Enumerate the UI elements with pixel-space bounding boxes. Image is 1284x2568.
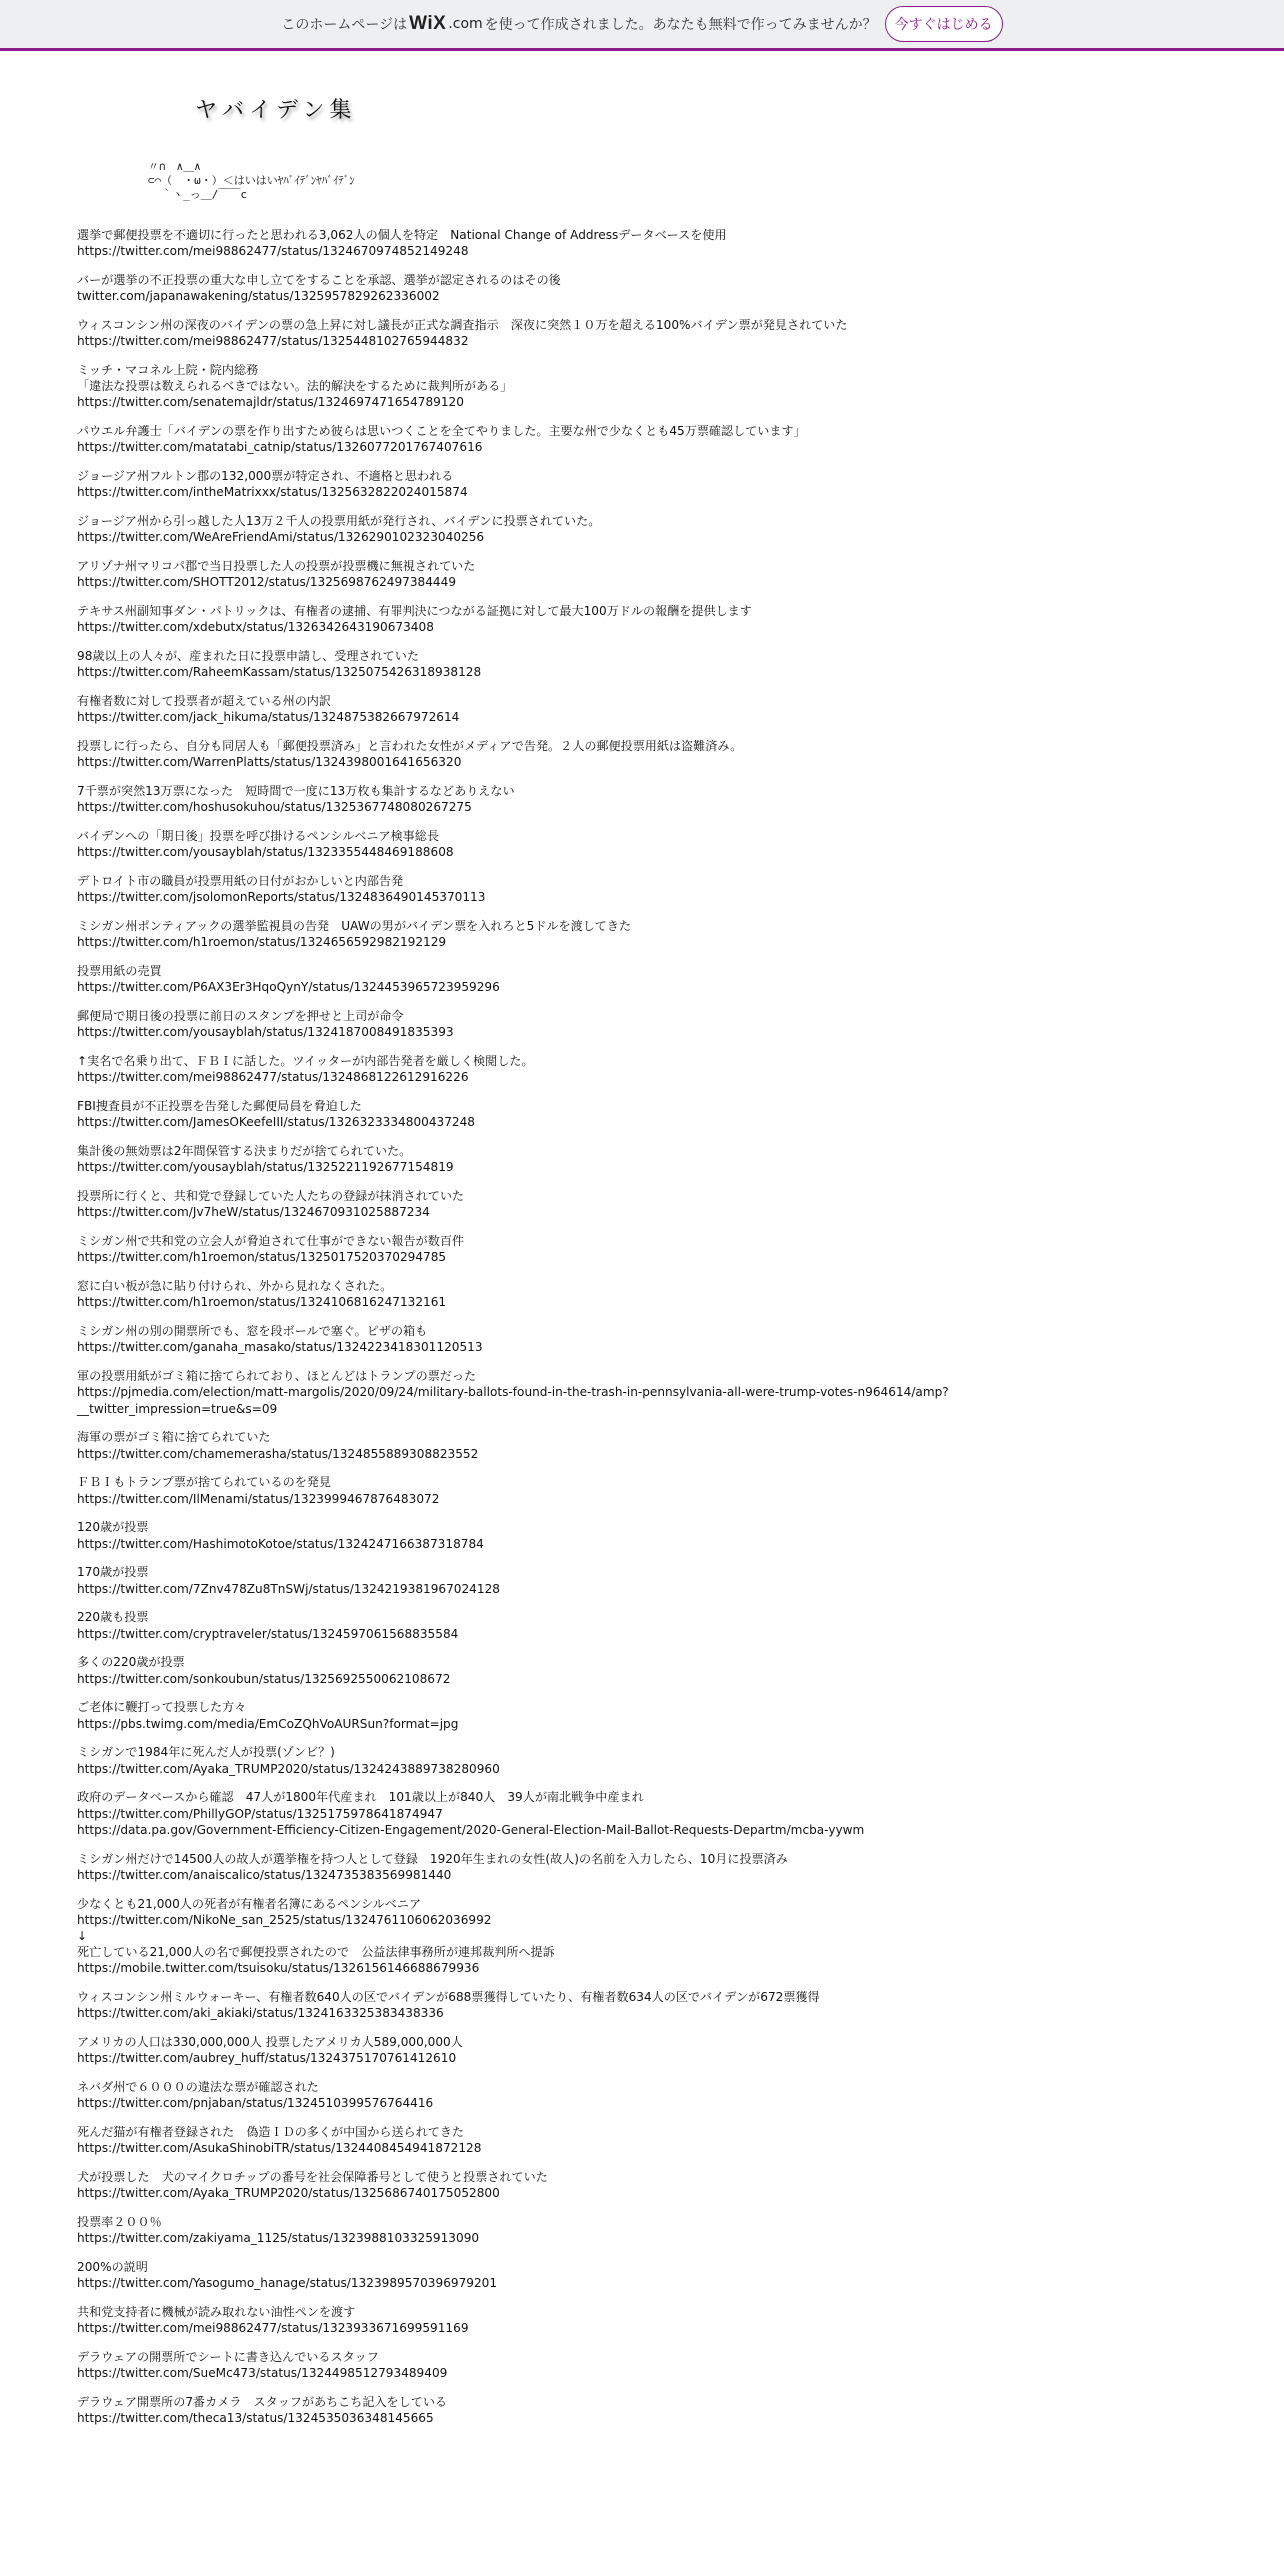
entry-text: 政府のデータベースから確認 47人が1800年代産まれ 101歳以上が840人 39人が南北戦争中産まれ	[77, 1790, 644, 1805]
list-item	[77, 1278, 1227, 1310]
entry-text: 集計後の無効票は2年間保管する決まりだが捨てられていた。	[77, 1144, 412, 1159]
list-item	[77, 963, 1227, 995]
entry-link[interactable]: https://twitter.com/NikoNe_san_2525/status/1324761106062036992	[77, 1912, 492, 1927]
entry-link[interactable]: https://twitter.com/yousayblah/status/1323355448469188608	[77, 845, 454, 860]
list-item	[77, 2304, 1227, 2336]
entry-link[interactable]: https://twitter.com/h1roemon/status/1325017520370294785	[77, 1250, 447, 1265]
entry-link[interactable]: https://twitter.com/senatemajldr/status/1324697471654789120	[77, 395, 464, 410]
entry-text: 200%の説明	[77, 2260, 148, 2275]
entry-link[interactable]: https://twitter.com/jsolomonReports/status/1324836490145370113	[77, 890, 486, 905]
list-item	[77, 1744, 1227, 1776]
entry-text: 「違法な投票は数えられるべきではない。法的解決をするために裁判所がある」	[77, 379, 513, 394]
entry-text: 投票所に行くと、共和党で登録していた人たちの登録が抹消されていた	[77, 1189, 465, 1204]
entry-text: 220歳も投票	[77, 1610, 149, 1625]
entry-link[interactable]: https://twitter.com/intheMatrixxx/status/1325632822024015874	[77, 485, 468, 500]
list-item	[77, 2394, 1227, 2426]
list-item	[77, 1851, 1227, 1883]
entry-link[interactable]: https://twitter.com/matatabi_catnip/status/1326077201767407616	[77, 440, 483, 455]
entry-link[interactable]: https://twitter.com/sonkoubun/status/1325692550062108672	[77, 1671, 451, 1686]
wix-logo-suffix: .com	[448, 16, 483, 32]
entry-text: デラウェア開票所の7番カメラ スタッフがあちこち記入をしている	[77, 2395, 448, 2410]
entry-text: ミシガンで1984年に死んだ人が投票(ゾンビ？)	[77, 1745, 335, 1760]
entry-text: 選挙で郵便投票を不適切に行ったと思われる3,062人の個人を特定 National Change of Addressデータベースを使用	[77, 228, 727, 242]
start-now-button[interactable]: 今すぐはじめる	[885, 6, 1003, 42]
entry-text: FBI捜査員が不正投票を告発した郵便局員を脅迫した	[77, 1099, 362, 1114]
entry-link[interactable]: https://twitter.com/Yasogumo_hanage/status/1323989570396979201	[77, 2276, 498, 2291]
list-item	[77, 783, 1227, 815]
list-item	[77, 362, 1227, 411]
entry-link[interactable]: https://twitter.com/xdebutx/status/1326342643190673408	[77, 620, 434, 635]
entry-text: ジョージア州フルトン郡の132,000票が特定され、不適格と思われる	[77, 469, 454, 484]
entry-text: 投票率２００％	[77, 2215, 162, 2230]
entry-link[interactable]: https://twitter.com/7Znv478Zu8TnSWj/status/1324219381967024128	[77, 1581, 500, 1596]
entry-text: ご老体に鞭打って投票した方々	[77, 1700, 247, 1715]
entry-list	[77, 227, 1227, 2439]
entry-text: 少なくとも21,000人の死者が有権者名簿にあるペンシルベニア	[77, 1896, 422, 1911]
list-item	[77, 1474, 1227, 1506]
entry-link[interactable]: https://twitter.com/ganaha_masako/status/1324223418301120513	[77, 1340, 483, 1355]
entry-link[interactable]: https://twitter.com/aubrey_huff/status/1324375170761412610	[77, 2051, 457, 2066]
list-item	[77, 468, 1227, 500]
list-item	[77, 2259, 1227, 2291]
list-item	[77, 1188, 1227, 1220]
list-item	[77, 1008, 1227, 1040]
list-item	[77, 1098, 1227, 1130]
entry-link[interactable]: https://twitter.com/WeAreFriendAmi/status/1326290102323040256	[77, 530, 485, 545]
entry-text: 共和党支持者に機械が読み取れない油性ペンを渡す	[77, 2305, 356, 2320]
list-item	[77, 2124, 1227, 2156]
list-item	[77, 1323, 1227, 1355]
entry-text: ネバダ州で６０００の違法な票が確認された	[77, 2080, 319, 2095]
entry-link[interactable]: https://twitter.com/mei98862477/status/1324670974852149248	[77, 244, 469, 259]
entry-text: ミシガン州ポンティアックの選挙監視員の告発 UAWの男がバイデン票を入れろと5ドルを渡してきた	[77, 919, 632, 934]
entry-link[interactable]: https://twitter.com/chamemerasha/status/1324855889308823552	[77, 1446, 479, 1461]
ascii-art: 〃∩ ∧＿∧ ⊂⌒（ ・ω・）＜はいはいﾔﾊﾞｲﾃﾞﾝﾔﾊﾞｲﾃﾞﾝ ｀ヽ_っ＿/￣￣c	[147, 160, 355, 201]
entry-link[interactable]: https://twitter.com/h1roemon/status/1324106816247132161	[77, 1295, 447, 1310]
entry-text: バーが選挙の不正投票の重大な申し立てをすることを承認、選挙が認定されるのはその後	[77, 273, 561, 287]
entry-text: バイデンへの「期日後」投票を呼び掛けるペンシルベニア検事総長	[77, 829, 439, 844]
entry-text: 軍の投票用紙がゴミ箱に捨てられており、ほとんどはトランプの票だった	[77, 1369, 477, 1384]
entry-link[interactable]: https://twitter.com/zakiyama_1125/status/1323988103325913090	[77, 2231, 480, 2246]
entry-link[interactable]: https://twitter.com/yousayblah/status/1324187008491835393	[77, 1025, 454, 1040]
entry-text: 窓に白い板が急に貼り付けられ、外から見れなくされた。	[77, 1279, 393, 1294]
list-item	[77, 227, 1227, 259]
entry-text: 投票用紙の売買	[77, 964, 162, 979]
entry-text: ↓	[77, 1929, 88, 1944]
entry-link[interactable]: https://twitter.com/jack_hikuma/status/1324875382667972614	[77, 710, 460, 725]
entry-text: 郵便局で期日後の投票に前日のスタンプを押せと上司が命令	[77, 1009, 404, 1024]
entry-link[interactable]: https://twitter.com/mei98862477/status/1325448102765944832	[77, 334, 469, 349]
list-item	[77, 603, 1227, 635]
entry-link[interactable]: https://twitter.com/WarrenPlatts/status/1324398001641656320	[77, 755, 462, 770]
list-item	[77, 558, 1227, 590]
list-item	[77, 1989, 1227, 2021]
entry-text: ↑実名で名乗り出て、ＦＢＩに話した。ツイッターが内部告発者を厳しく検閲した。	[77, 1054, 534, 1069]
entry-text: 98歳以上の人々が、産まれた日に投票申請し、受理されていた	[77, 649, 419, 664]
list-item	[77, 1564, 1227, 1596]
entry-link[interactable]: https://mobile.twitter.com/tsuisoku/status/1326156146688679936	[77, 1961, 480, 1976]
list-item	[77, 828, 1227, 860]
entry-link[interactable]: __twitter_impression=true&s=09	[77, 1401, 278, 1416]
entry-link[interactable]: https://twitter.com/theca13/status/1324535036348145665	[77, 2411, 434, 2426]
entry-text: ウィスコンシン州の深夜のバイデンの票の急上昇に対し議長が正式な調査指示 深夜に突然１０万を超える100%バイデン票が発見されていた	[77, 318, 848, 332]
entry-link[interactable]: https://twitter.com/yousayblah/status/1325221192677154819	[77, 1160, 454, 1175]
list-item	[77, 918, 1227, 950]
list-item	[77, 873, 1227, 905]
page-title: ヤバイデン集	[195, 98, 357, 123]
list-item	[77, 423, 1227, 455]
entry-text: デトロイト市の職員が投票用紙の日付がおかしいと内部告発	[77, 874, 404, 889]
entry-link[interactable]: https://twitter.com/hoshusokuhou/status/1325367748080267275	[77, 800, 472, 815]
list-item	[77, 2034, 1227, 2066]
list-item	[77, 1609, 1227, 1641]
entry-link[interactable]: https://twitter.com/RaheemKassam/status/1325075426318938128	[77, 665, 482, 680]
entry-text: 犬が投票した 犬のマイクロチップの番号を社会保障番号として使うと投票されていた	[77, 2170, 548, 2185]
entry-text: ウィスコンシン州ミルウォーキー、有権者数640人の区でバイデンが688票獲得していたり、有権者数634人の区でバイデンが672票獲得	[77, 1990, 820, 2005]
list-item	[77, 1789, 1227, 1838]
list-item	[77, 1699, 1227, 1731]
entry-text: テキサス州副知事ダン・パトリックは、有権者の逮捕、有罪判決につながる証拠に対して最大100万ドルの報酬を提供します	[77, 604, 752, 619]
entry-link[interactable]: https://data.pa.gov/Government-Efficiency-Citizen-Engagement/2020-General-Election-Mail-Ballot-Requests-Departm/mcba-yywm	[77, 1822, 865, 1837]
entry-link[interactable]: https://twitter.com/PhillyGOP/status/1325175978641874947	[77, 1806, 443, 1821]
list-item	[77, 2349, 1227, 2381]
entry-link[interactable]: https://twitter.com/HashimotoKotoe/status/1324247166387318784	[77, 1536, 484, 1551]
entry-link[interactable]: https://twitter.com/anaiscalico/status/1324735383569981440	[77, 1867, 452, 1882]
list-item	[77, 2214, 1227, 2246]
entry-link[interactable]: https://twitter.com/h1roemon/status/1324656592982192129	[77, 935, 447, 950]
wix-logo[interactable]: WiX	[409, 13, 447, 34]
entry-text: アメリカの人口は330,000,000人 投票したアメリカ人589,000,000人	[77, 2035, 463, 2050]
list-item	[77, 2079, 1227, 2111]
entry-link[interactable]: https://twitter.com/aki_akiaki/status/1324163325383438336	[77, 2006, 444, 2021]
list-item	[77, 272, 1227, 304]
banner-text-after: を使って作成されました。あなたも無料で作ってみませんか？	[484, 17, 877, 33]
entry-text: パウエル弁護士「バイデンの票を作り出すため彼らは思いつくことを全てやりました。主要な州で少なくとも45万票確認しています」	[77, 424, 806, 439]
entry-link[interactable]: https://twitter.com/SueMc473/status/1324498512793489409	[77, 2366, 448, 2381]
banner-text-before: このホームページは	[281, 17, 408, 33]
entry-text: ミシガン州の別の開票所でも、窓を段ボールで塞ぐ。ピザの箱も	[77, 1324, 428, 1339]
entry-text: ミシガン州で共和党の立会人が脅迫されて仕事ができない報告が数百件	[77, 1234, 465, 1249]
list-item	[77, 1143, 1227, 1175]
list-item	[77, 738, 1227, 770]
entry-link[interactable]: https://pbs.twimg.com/media/EmCoZQhVoAURSun?format=jpg	[77, 1716, 459, 1731]
list-item	[77, 513, 1227, 545]
entry-text: デラウェアの開票所でシートに書き込んでいるスタッフ	[77, 2350, 379, 2365]
list-item	[77, 317, 1227, 349]
entry-text: 170歳が投票	[77, 1565, 149, 1580]
entry-link[interactable]: https://twitter.com/P6AX3Er3HqoQynY/status/1324453965723959296	[77, 980, 500, 995]
entry-link[interactable]: https://twitter.com/mei98862477/status/1323933671699591169	[77, 2321, 469, 2336]
entry-link[interactable]: https://twitter.com/Jv7heW/status/1324670931025887234	[77, 1205, 430, 1220]
entry-text: 120歳が投票	[77, 1520, 149, 1535]
entry-text: 死亡している21,000人の名で郵便投票されたので 公益法律事務所が連邦裁判所へ提訴	[77, 1945, 555, 1960]
list-item	[77, 1519, 1227, 1551]
entry-link[interactable]: https://twitter.com/Ayaka_TRUMP2020/status/1325686740175052800	[77, 2186, 500, 2201]
list-item	[77, 1896, 1227, 1977]
entry-link[interactable]: https://twitter.com/cryptraveler/status/1324597061568835584	[77, 1626, 459, 1641]
wix-promo-banner	[0, 0, 1284, 51]
entry-text: 多くの220歳が投票	[77, 1655, 185, 1670]
list-item	[77, 1654, 1227, 1686]
entry-text: 有権者数に対して投票者が超えている州の内訳	[77, 694, 331, 709]
list-item	[77, 1233, 1227, 1265]
entry-text: アリゾナ州マリコパ郡で当日投票した人の投票が投票機に無視されていた	[77, 559, 476, 574]
list-item	[77, 1429, 1227, 1461]
entry-text: 7千票が突然13万票になった 短時間で一度に13万枚も集計するなどありえない	[77, 784, 515, 799]
entry-link[interactable]: https://twitter.com/Ayaka_TRUMP2020/status/1324243889738280960	[77, 1761, 500, 1776]
entry-link[interactable]: https://pjmedia.com/election/matt-margolis/2020/09/24/military-ballots-found-in-the-trash-in-pennsylvania-all-were-trump-votes-n964614/amp?	[77, 1385, 949, 1400]
entry-text: ミッチ・マコネル上院・院内総務	[77, 363, 259, 377]
entry-text: 海軍の票がゴミ箱に捨てられていた	[77, 1430, 271, 1445]
entry-link[interactable]: twitter.com/japanawakening/status/1325957829262336002	[77, 289, 440, 304]
entry-link[interactable]: https://twitter.com/IlMenami/status/1323999467876483072	[77, 1491, 440, 1506]
entry-text: 投票しに行ったら、自分も同居人も「郵便投票済み」と言われた女性がメディアで告発。２人の郵便投票用紙は盗難済み。	[77, 739, 743, 754]
entry-link[interactable]: https://twitter.com/AsukaShinobiTR/status/1324408454941872128	[77, 2141, 482, 2156]
entry-link[interactable]: https://twitter.com/mei98862477/status/1324868122612916226	[77, 1070, 469, 1085]
entry-link[interactable]: https://twitter.com/pnjaban/status/1324510399576764416	[77, 2096, 434, 2111]
list-item	[77, 2169, 1227, 2201]
entry-link[interactable]: https://twitter.com/JamesOKeefeIII/status/1326323334800437248	[77, 1115, 476, 1130]
list-item	[77, 1368, 1227, 1417]
entry-text: ジョージア州から引っ越した人13万２千人の投票用紙が発行され、バイデンに投票されていた。	[77, 514, 601, 529]
entry-text: 死んだ猫が有権者登録された 偽造ＩＤの多くが中国から送られてきた	[77, 2125, 465, 2140]
list-item	[77, 1053, 1227, 1085]
list-item	[77, 693, 1227, 725]
entry-text: ＦＢＩもトランプ票が捨てられているのを発見	[77, 1475, 331, 1490]
list-item	[77, 648, 1227, 680]
entry-link[interactable]: https://twitter.com/SHOTT2012/status/1325698762497384449	[77, 575, 457, 590]
entry-text: ミシガン州だけで14500人の故人が選挙権を持つ人として登録 1920年生まれの女性(故人)の名前を入力したら、10月に投票済み	[77, 1851, 788, 1866]
